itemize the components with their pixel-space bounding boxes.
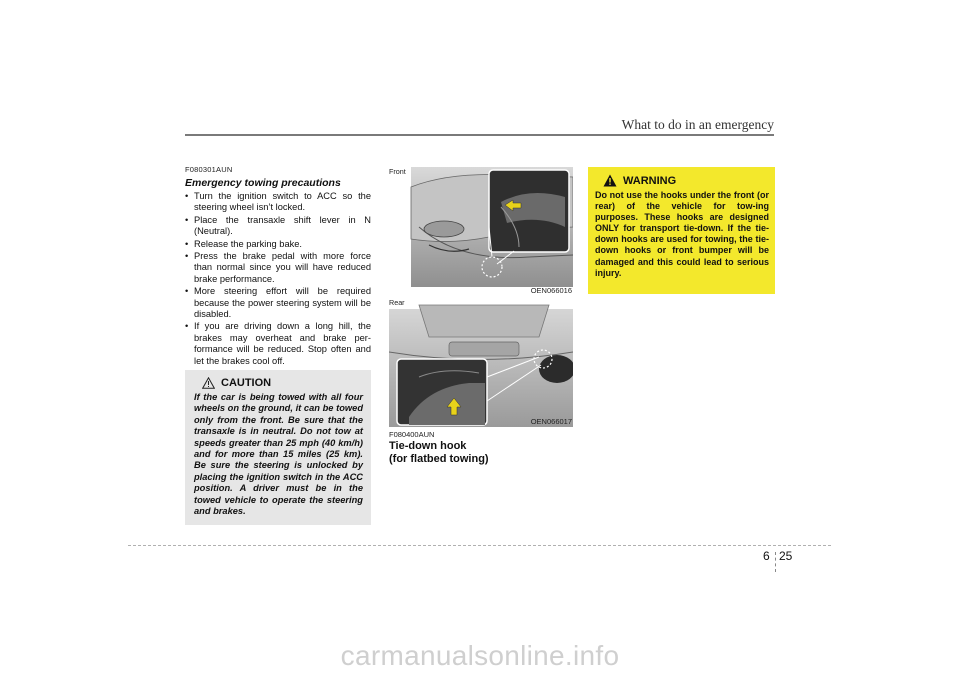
rear-label: Rear: [389, 298, 405, 307]
list-item: • Turn the ignition switch to ACC so the steering wheel isn’t locked.: [185, 191, 371, 214]
warning-triangle-icon: [603, 174, 617, 187]
list-item: • Release the parking bake.: [185, 239, 371, 250]
tie-down-title: [389, 440, 489, 465]
caution-header: [202, 377, 363, 389]
rear-figure-code: OEN066017: [530, 417, 572, 426]
caution-box: [185, 370, 371, 525]
front-car-illustration: [389, 167, 573, 297]
section-number: 6: [763, 549, 770, 563]
warning-title: WARNING: [623, 174, 677, 187]
section-title: Emergency towing precautions: [185, 177, 341, 189]
caution-triangle-icon: [202, 377, 215, 389]
front-label: Front: [389, 167, 406, 176]
warning-body: Do not use the hooks under the front (or rear) of the vehicle for tow-ing purposes. These hooks are designed ONLY for transport tie-down. If the tie-down hooks are used for towing, the tie-down hooks or front bumper will be damaged and this could lead to serious injury.: [595, 190, 769, 278]
page-number: 25: [779, 549, 793, 563]
caution-body: If the car is being towed with all four wheels on the ground, it can be towed only from the front. Be sure that the transaxle is in neutral. Do not tow at speeds greater than 25 mph (40 km/h) and for more than 15 miles (25 km). Be sure the steering is unlocked by placing the ignition switch in the ACC position. A driver must be in the towed vehicle to operate the steering and brakes.: [194, 392, 363, 517]
tie-down-title-line1: Tie-down hook: [389, 440, 467, 452]
tie-down-code: F080400AUN: [389, 430, 435, 439]
header-title: What to do in an emergency: [621, 117, 774, 132]
caution-title: CAUTION: [221, 377, 272, 389]
left-column: [185, 165, 371, 368]
rear-hook-figure: [389, 297, 573, 427]
tie-down-title-line2: (for flatbed towing): [389, 452, 489, 465]
list-item: • More steering effort will be required because the power steering system will be disabled.: [185, 286, 371, 320]
watermark: carmanualsonline.info: [340, 640, 620, 671]
warning-header: [603, 174, 769, 187]
front-hook-figure: [389, 167, 573, 297]
list-item: • Press the brake pedal with more force than normal since you will have reduced brake performance.: [185, 251, 371, 285]
rear-car-illustration: [389, 297, 573, 427]
list-item: • If you are driving down a long hill, the brakes may overheat and brake per-formance will be reduced. Stop often and let the brakes cool off.: [185, 321, 371, 367]
precautions-list: [185, 191, 371, 367]
header-rule: [185, 134, 774, 136]
footer-rule: [128, 545, 831, 546]
list-item: • Place the transaxle shift lever in N (Neutral).: [185, 215, 371, 238]
warning-box: [588, 167, 775, 294]
front-figure-code: OEN066016: [530, 286, 572, 295]
section-code: F080301AUN: [185, 165, 233, 174]
page-separator: [775, 552, 776, 572]
